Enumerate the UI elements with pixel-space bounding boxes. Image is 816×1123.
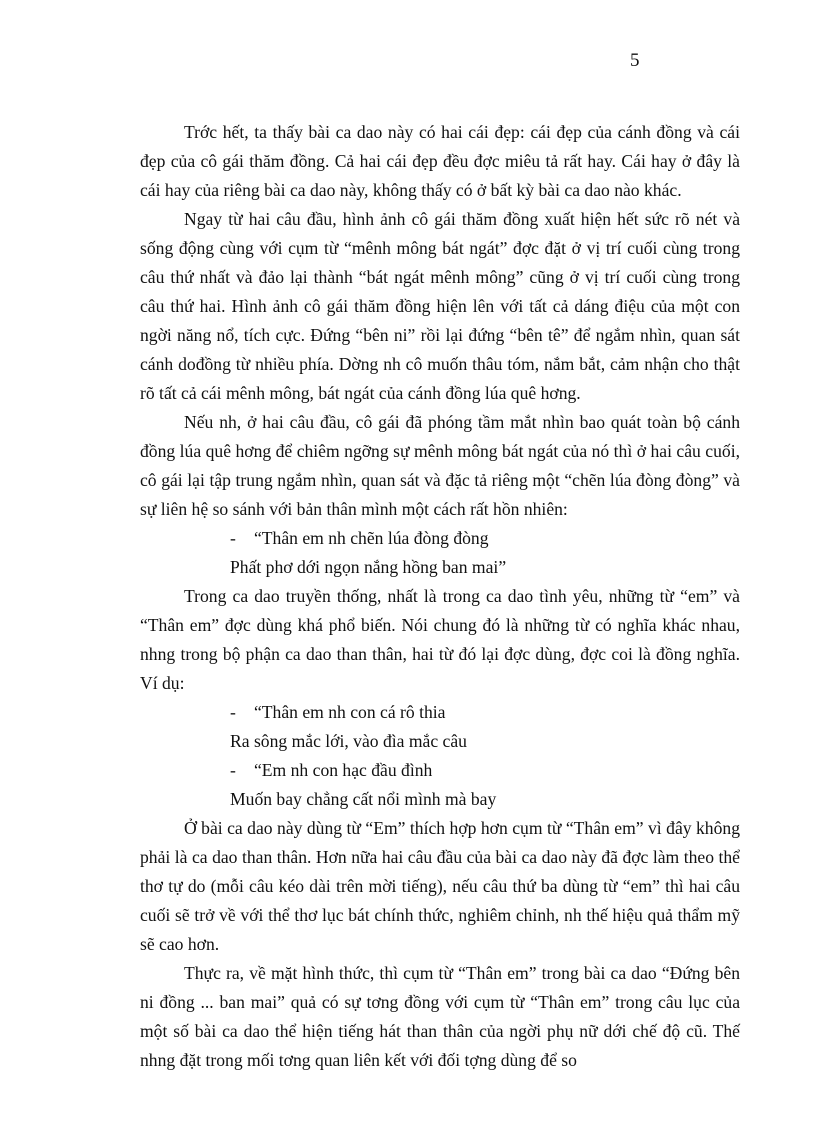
verse-text: Phất phơ dới ngọn nắng hồng ban mai” <box>230 557 507 577</box>
paragraph: Trớc hết, ta thấy bài ca dao này có hai cái đẹp: cái đẹp của cánh đồng và cái đẹp của cô gái thăm đồng. Cả hai cái đẹp đều đợc miêu tả rất hay. Cái hay ở đây là cái hay của riêng bài ca dao này, không thấy có ở bất kỳ bài ca dao nào khác. <box>140 122 740 200</box>
verse-line <box>140 785 740 814</box>
verse-text: Muốn bay chẳng cất nổi mình mà bay <box>230 789 497 809</box>
verse-quote <box>140 524 740 582</box>
verse-text: “Em nh con hạc đầu đình <box>254 760 433 780</box>
verse-line <box>140 756 740 785</box>
paragraph: Ngay từ hai câu đầu, hình ảnh cô gái thăm đồng xuất hiện hết sức rõ nét và sống động cùng với cụm từ “mênh mông bát ngát” đợc đặt ở vị trí cuối cùng trong câu thứ nhất và đảo lại thành “bát ngát mênh mông” cũng ở vị trí cuối cùng trong câu thứ hai. Hình ảnh cô gái thăm đồng hiện lên với tất cả dáng điệu của một con ngời năng nổ, tích cực. Đứng “bên ni” rồi lại đứng “bên tê” để ngắm nhìn, quan sát cánh dođồng từ nhiều phía. Dờng nh cô muốn thâu tóm, nắm bắt, cảm nhận cho thật rõ tất cả cái mênh mông, bát ngát của cánh đồng lúa quê hơng. <box>140 209 740 403</box>
verse-text: Ra sông mắc lới, vào đìa mắc câu <box>230 731 467 751</box>
verse-text: “Thân em nh con cá rô thia <box>254 702 446 722</box>
verse-line <box>140 698 740 727</box>
paragraph: Trong ca dao truyền thống, nhất là trong ca dao tình yêu, những từ “em” và “Thân em” đợc dùng khá phổ biến. Nói chung đó là những từ có nghĩa khác nhau, nhng trong bộ phận ca dao than thân, hai từ đó lại đợc dùng, đợc coi là đồng nghĩa. Ví dụ: <box>140 586 740 693</box>
verse-dash: - <box>230 702 236 722</box>
verse-text: “Thân em nh chẽn lúa đòng đòng <box>254 528 489 548</box>
paragraph: Nếu nh, ở hai câu đầu, cô gái đã phóng tầm mắt nhìn bao quát toàn bộ cánh đồng lúa quê hơng để chiêm ngỡng sự mênh mông bát ngát của nó thì ở hai câu cuối, cô gái lại tập trung ngắm nhìn, quan sát và đặc tả riêng một “chẽn lúa đòng đòng” và sự liên hệ so sánh với bản thân mình một cách rất hồn nhiên: <box>140 412 740 519</box>
verse-line <box>140 727 740 756</box>
verse-dash: - <box>230 528 236 548</box>
paragraph: Ở bài ca dao này dùng từ “Em” thích hợp hơn cụm từ “Thân em” vì đây không phải là ca dao than thân. Hơn nữa hai câu đầu của bài ca dao này đã đợc làm theo thể thơ tự do (mỗi câu kéo dài trên mời tiếng), nếu câu thứ ba dùng từ “em” thì hai câu cuối sẽ trở về với thể thơ lục bát chính thức, nghiêm chỉnh, nh thế hiệu quả thẩm mỹ sẽ cao hơn. <box>140 818 740 954</box>
paragraph: Thực ra, về mặt hình thức, thì cụm từ “Thân em” trong bài ca dao “Đứng bên ni đồng ... ban mai” quả có sự tơng đồng với cụm từ “Thân em” trong câu lục của một số bài ca dao thể hiện tiếng hát than thân của ngời phụ nữ dới chế độ cũ. Thế nhng đặt trong mối tơng quan liên kết với đối tợng dùng để so <box>140 963 740 1070</box>
body-text <box>140 118 740 1075</box>
verse-quote <box>140 698 740 814</box>
verse-dash: - <box>230 760 236 780</box>
verse-line <box>140 553 740 582</box>
page-number: 5 <box>630 50 640 71</box>
verse-line <box>140 524 740 553</box>
